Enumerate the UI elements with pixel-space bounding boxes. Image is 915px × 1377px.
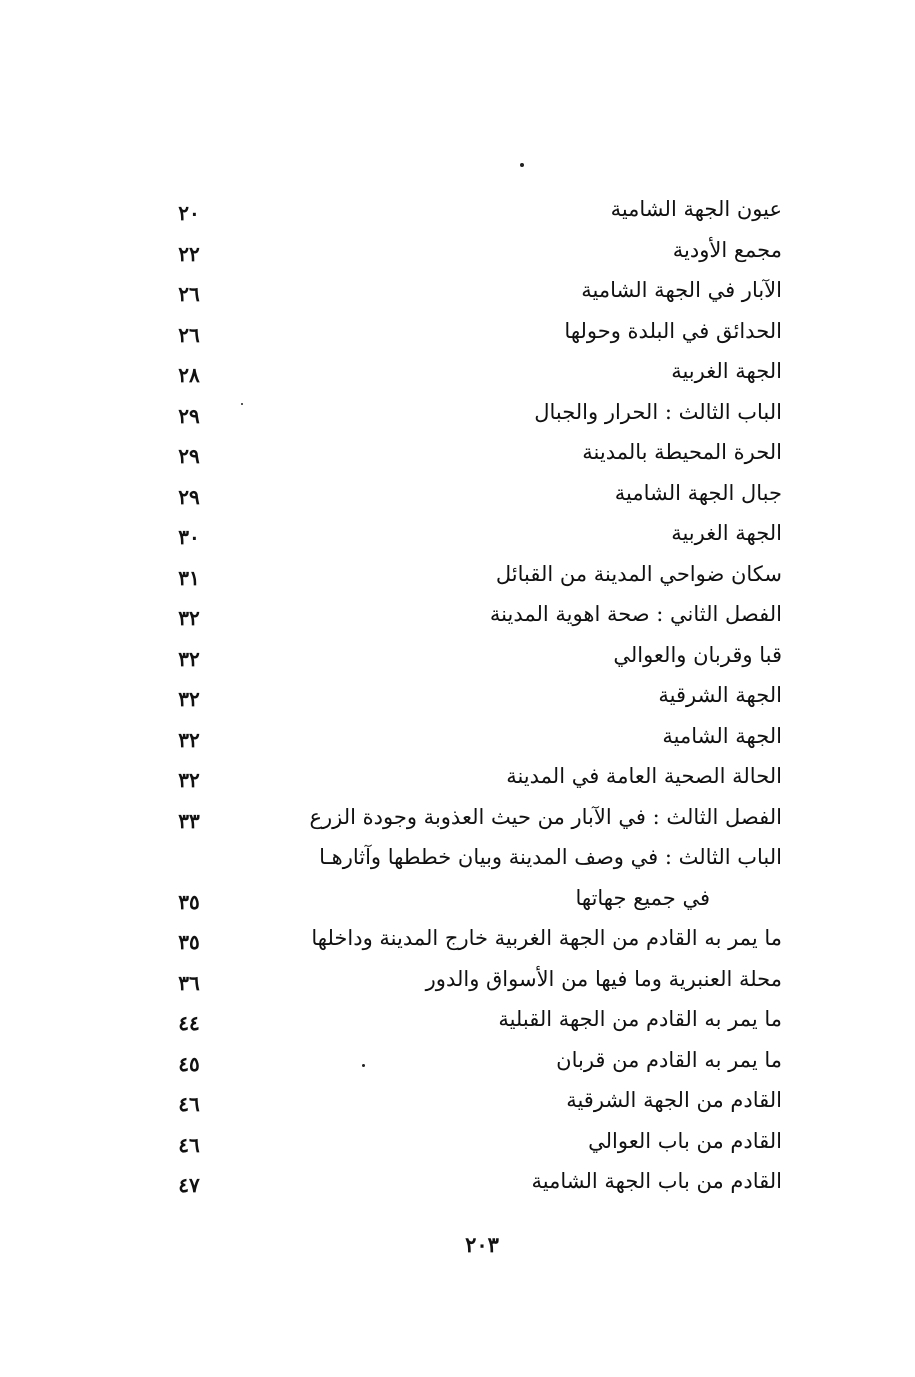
toc-entry-title: محلة العنبرية وما فيها من الأسواق والدور — [425, 966, 782, 991]
toc-entry-page: ٣٢ — [178, 727, 200, 752]
toc-entry-page: ٤٧ — [178, 1173, 200, 1197]
toc-entry-title: ما يمر به القادم من قربان — [556, 1047, 782, 1072]
toc-entry-title: الحدائق في البلدة وحولها — [564, 318, 782, 343]
toc-entry-page: ٤٦ — [178, 1092, 200, 1116]
toc-entry-title: جبال الجهة الشامية — [614, 480, 782, 505]
toc-entry-title: الفصل الثاني : صحة اهوية المدينة — [489, 602, 782, 626]
toc-entry-title: سكان ضواحي المدينة من القبائل — [495, 561, 782, 586]
toc-entry-title: القادم من باب العوالي — [588, 1128, 782, 1153]
toc-entry-page: ٢٢ — [178, 241, 200, 266]
toc-entry-title: عيون الجهة الشامية — [610, 197, 782, 221]
toc-entry-page: ٢٦ — [178, 282, 200, 306]
toc-entry-title: في جميع جهاتها — [575, 885, 710, 910]
toc-entry-page: ٣٥ — [178, 889, 200, 914]
toc-row — [150, 717, 790, 758]
toc-entry-page: ٣٦ — [178, 970, 200, 995]
toc-entry-title: مجمع الأودية — [672, 237, 782, 262]
toc-row — [150, 514, 790, 555]
toc-entry-title: الحرة المحيطة بالمدينة — [582, 440, 782, 464]
toc-row — [150, 231, 790, 272]
toc-row — [150, 352, 790, 393]
toc-entry-title: الجهة الشامية — [662, 723, 782, 748]
toc-entry-title: ما يمر به القادم من الجهة القبلية — [498, 1007, 782, 1031]
toc-entry-title: الحالة الصحية العامة في المدينة — [506, 764, 782, 788]
toc-entry-title: الجهة الشرقية — [658, 683, 782, 707]
toc-row — [150, 757, 790, 798]
toc-entry-title: الفصل الثالث : في الآبار من حيث العذوبة وجودة الزرع — [309, 804, 782, 829]
toc-row — [150, 312, 790, 353]
toc-row — [150, 1081, 790, 1122]
toc-entry-page: ٢٨ — [178, 363, 200, 387]
toc-row — [150, 555, 790, 596]
toc-row — [150, 433, 790, 474]
toc-entry-page: ٤٦ — [178, 1132, 200, 1157]
toc-entry-page: ٢٩ — [178, 444, 200, 468]
toc-row — [150, 1000, 790, 1041]
toc-entry-title: الجهة الغربية — [671, 521, 782, 545]
table-of-contents — [150, 190, 790, 1203]
toc-row — [150, 919, 790, 960]
toc-row — [150, 474, 790, 515]
toc-entry-page: ٣٠ — [178, 525, 200, 549]
toc-row — [150, 1162, 790, 1203]
toc-entry-title: قبا وقربان والعوالي — [613, 642, 782, 667]
toc-row — [150, 271, 790, 312]
toc-row — [150, 393, 790, 434]
toc-row — [150, 879, 790, 920]
toc-entry-title: القادم من باب الجهة الشامية — [531, 1169, 782, 1193]
toc-row — [150, 838, 790, 879]
toc-row — [150, 1122, 790, 1163]
toc-entry-title: الآبار في الجهة الشامية — [581, 278, 782, 302]
toc-entry-title: القادم من الجهة الشرقية — [566, 1088, 782, 1112]
toc-entry-page: ٣٥ — [178, 930, 200, 954]
ink-speck — [520, 163, 524, 167]
toc-entry-page: ٢٩ — [178, 484, 200, 509]
toc-entry-page: ٣١ — [178, 565, 200, 590]
toc-row — [150, 595, 790, 636]
toc-entry-page: ٢٠ — [178, 201, 200, 225]
toc-entry-page: ٢٩ — [178, 403, 200, 428]
toc-entry-title: الباب الثالث : في وصف المدينة وبيان خططها وآثارهـا — [319, 845, 782, 869]
toc-entry-page: ٣٢ — [178, 646, 200, 671]
toc-row — [150, 1041, 790, 1082]
toc-row — [150, 960, 790, 1001]
toc-row — [150, 676, 790, 717]
toc-row — [150, 798, 790, 839]
toc-entry-title: الجهة الغربية — [671, 359, 782, 383]
toc-entry-page: ٣٢ — [178, 687, 200, 711]
toc-entry-page: ٤٤ — [178, 1011, 200, 1035]
toc-entry-title: الباب الثالث : الحرار والجبال — [534, 399, 782, 424]
toc-entry-page: ٢٦ — [178, 322, 200, 347]
toc-entry-page: ٣٣ — [178, 808, 200, 833]
toc-entry-page: ٤٥ — [178, 1051, 200, 1076]
toc-entry-title: ما يمر به القادم من الجهة الغربية خارج المدينة وداخلها — [311, 926, 782, 950]
toc-entry-page: ٣٢ — [178, 768, 200, 792]
toc-row — [150, 190, 790, 231]
toc-entry-page: ٣٢ — [178, 606, 200, 630]
page-number: ٢٠٣ — [465, 1232, 499, 1257]
toc-row — [150, 636, 790, 677]
